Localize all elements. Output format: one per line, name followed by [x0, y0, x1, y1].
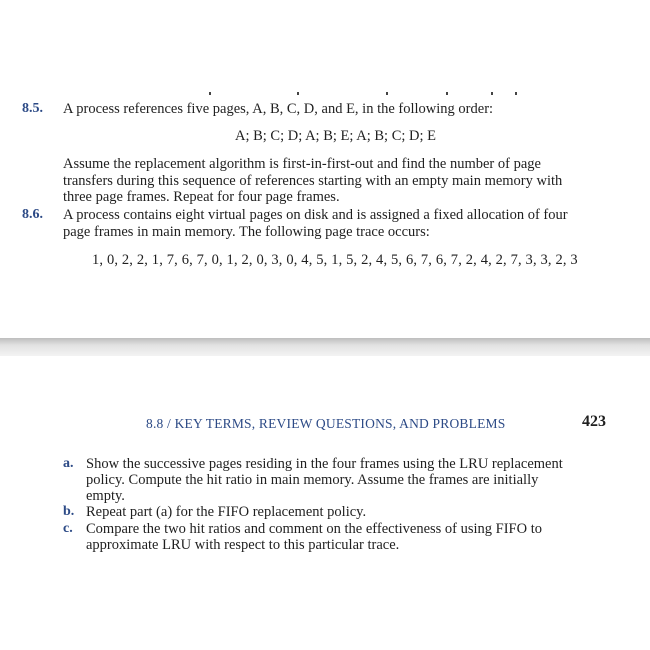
problem-85-number: 8.5.	[22, 101, 43, 116]
problem-86-line1: A process contains eight virtual pages on disk and is assigned a fixed allocation of four	[63, 207, 568, 223]
clipped-mark	[446, 92, 448, 95]
running-head: 8.8 / KEY TERMS, REVIEW QUESTIONS, AND PROBLEMS	[146, 416, 506, 431]
problem-85-para-line3: three page frames. Repeat for four page frames.	[63, 189, 340, 205]
part-a-letter: a.	[63, 456, 74, 471]
part-a-line1: Show the successive pages residing in the four frames using the LRU replacement	[86, 456, 563, 472]
part-a-line3: empty.	[86, 488, 125, 504]
problem-85-para-line1: Assume the replacement algorithm is first-in-first-out and find the number of page	[63, 156, 541, 172]
page-number: 423	[582, 413, 606, 430]
part-c-line2: approximate LRU with respect to this particular trace.	[86, 537, 400, 553]
part-b-letter: b.	[63, 504, 75, 519]
problem-85-para-line2: transfers during this sequence of references starting with an empty main memory with	[63, 173, 563, 189]
clipped-text-remnants	[0, 92, 650, 98]
clipped-mark	[491, 92, 493, 95]
part-c-letter: c.	[63, 521, 73, 536]
part-a-line2: policy. Compute the hit ratio in main memory. Assume the frames are initially	[86, 472, 539, 488]
clipped-mark	[386, 92, 388, 95]
clipped-mark	[209, 92, 211, 95]
problem-85-sequence: A; B; C; D; A; B; E; A; B; C; D; E	[234, 128, 437, 144]
part-c-line1: Compare the two hit ratios and comment on the effectiveness of using FIFO to	[86, 521, 542, 537]
problem-85-line1: A process references five pages, A, B, C, D, and E, in the following order:	[63, 101, 494, 117]
page-break-band	[0, 338, 650, 356]
problem-86-number: 8.6.	[22, 207, 43, 222]
clipped-mark	[515, 92, 517, 95]
problem-86-line2: page frames in main memory. The following page trace occurs:	[63, 224, 430, 240]
problem-86-trace: 1, 0, 2, 2, 1, 7, 6, 7, 0, 1, 2, 0, 3, 0, 4, 5, 1, 5, 2, 4, 5, 6, 7, 6, 7, 2, 4, 2, 7, 3, 3, 2, 3	[92, 252, 578, 268]
part-b-line1: Repeat part (a) for the FIFO replacement policy.	[86, 504, 367, 520]
clipped-mark	[297, 92, 299, 95]
